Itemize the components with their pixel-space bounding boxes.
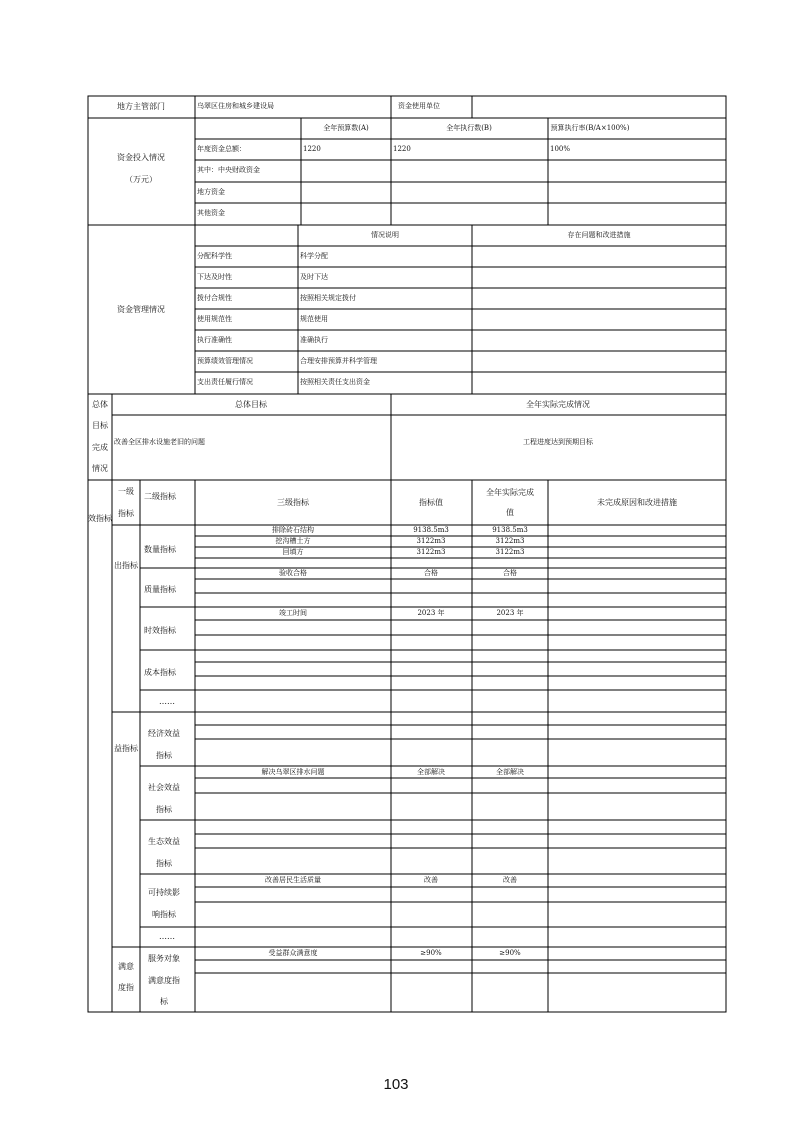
indicator-value: 3122m3: [416, 537, 446, 545]
output-indicator-label: 出指标: [114, 561, 138, 570]
goal-side-label: 总体: [92, 400, 108, 409]
social-indicator-label: 社会效益: [148, 783, 180, 792]
col-goal-header: 总体目标: [235, 400, 267, 409]
indicator-name: 挖沟槽土方: [275, 537, 311, 545]
management-row-desc: 按照相关规定拨付: [300, 294, 356, 302]
goal-side-label: 目标: [92, 421, 108, 430]
funds-row-label: 地方资金: [197, 188, 225, 196]
indicator-actual: 9138.5m3: [492, 526, 528, 534]
col-reason-header: 未完成原因和改进措施: [597, 498, 677, 507]
col-issue-header: 存在问题和改进措施: [567, 231, 631, 239]
benefit-indicator-label: 益指标: [114, 744, 138, 753]
indicators-side-label: 效指标: [88, 514, 112, 523]
indicator-actual: 改善: [503, 876, 517, 884]
col-desc-header: 情况说明: [371, 231, 399, 239]
col-level3-header: 三级指标: [277, 498, 309, 507]
management-row-label: 执行准确性: [197, 336, 232, 344]
actual-text: 工程进度达到预期目标: [523, 438, 593, 446]
unit-label: 资金使用单位: [398, 102, 440, 110]
indicator-name: 改善居民生活质量: [265, 876, 321, 884]
indicator-name: 受益群众满意度: [268, 949, 318, 957]
col-level2-header: 二级指标: [144, 492, 176, 501]
ellipsis-label: ……: [159, 932, 175, 941]
indicator-value: ≥90%: [420, 949, 442, 957]
cost-indicator-label: 成本指标: [144, 668, 176, 677]
management-row-label: 分配科学性: [197, 252, 232, 260]
funds-row-budget: 1220: [303, 145, 321, 153]
col-actual-value-header: 值: [506, 508, 514, 517]
management-row-desc: 按照相关责任支出资金: [300, 378, 370, 386]
management-row-desc: 准确执行: [300, 336, 328, 344]
sustainable-indicator-label: 响指标: [152, 910, 176, 919]
service-satisfaction-label: 满意度指: [148, 976, 180, 985]
quality-indicator-label: 质量指标: [144, 585, 176, 594]
management-row-desc: 合理安排预算并科学管理: [300, 357, 377, 365]
management-row-desc: 及时下达: [300, 273, 328, 281]
indicator-name: 验收合格: [279, 569, 307, 577]
col-level1-header: 指标: [118, 509, 134, 518]
management-row-label: 使用规范性: [197, 315, 232, 323]
col-actual-header: 全年实际完成情况: [526, 400, 590, 409]
management-row-label: 拨付合规性: [197, 294, 232, 302]
indicator-value: 3122m3: [416, 548, 446, 556]
ecological-indicator-label: 生态效益: [148, 837, 180, 846]
funds-section-label: 资金投入情况: [117, 153, 165, 162]
economic-indicator-label: 指标: [156, 751, 172, 760]
quantity-indicator-label: 数量指标: [144, 545, 176, 554]
col-budget-header: 全年预算数(A): [323, 124, 369, 132]
dept-value: 乌翠区住房和城乡建设局: [197, 102, 274, 110]
indicator-value: 9138.5m3: [413, 526, 449, 534]
goal-side-label: 情况: [92, 464, 108, 473]
indicator-actual: 2023 年: [496, 609, 524, 617]
satisfaction-indicator-label: 度指: [118, 983, 134, 992]
economic-indicator-label: 经济效益: [148, 729, 180, 738]
management-row-desc: 科学分配: [300, 252, 328, 260]
indicator-value: 全部解决: [417, 768, 445, 776]
indicator-name: 回填方: [282, 548, 304, 556]
funds-row-rate: 100%: [550, 145, 571, 153]
satisfaction-indicator-label: 满意: [118, 962, 134, 971]
col-level1-header: 一级: [118, 487, 134, 496]
indicator-actual: 3122m3: [495, 548, 525, 556]
funds-row-label: 其他资金: [197, 209, 225, 217]
management-row-desc: 规范使用: [300, 315, 328, 323]
indicator-value: 2023 年: [417, 609, 445, 617]
funds-row-exec: 1220: [393, 145, 411, 153]
col-actual-value-header: 全年实际完成: [486, 488, 534, 497]
indicator-name: 竣工时间: [279, 609, 307, 617]
timeliness-indicator-label: 时效指标: [144, 626, 176, 635]
col-rate-header: 预算执行率(B/A×100%): [550, 124, 630, 132]
col-value-header: 指标值: [419, 498, 443, 507]
management-section-label: 资金管理情况: [117, 305, 165, 314]
service-satisfaction-label: 标: [160, 997, 168, 1006]
indicator-value: 合格: [424, 569, 438, 577]
funds-unit-label: （万元）: [125, 175, 157, 184]
goal-text: 改善全区排水设施老旧的问题: [114, 438, 205, 446]
funds-row-label: 年度资金总额：: [197, 145, 246, 153]
management-row-label: 下达及时性: [197, 273, 232, 281]
indicator-actual: 合格: [503, 569, 517, 577]
ecological-indicator-label: 指标: [156, 859, 172, 868]
col-exec-header: 全年执行数(B): [446, 124, 492, 132]
indicator-name: 解决乌翠区排水问题: [261, 768, 325, 776]
service-satisfaction-label: 服务对象: [148, 954, 180, 963]
page-number: 103: [383, 1076, 409, 1093]
indicator-name: 排除砖石结构: [272, 526, 314, 534]
indicator-actual: 3122m3: [495, 537, 525, 545]
social-indicator-label: 指标: [156, 805, 172, 814]
indicator-value: 改善: [424, 876, 438, 884]
management-row-label: 支出责任履行情况: [197, 378, 253, 386]
indicator-actual: 全部解决: [496, 768, 524, 776]
management-row-label: 预算绩效管理情况: [197, 357, 253, 365]
indicator-actual: ≥90%: [499, 949, 521, 957]
funds-row-label: 其中：中央财政资金: [197, 166, 260, 174]
sustainable-indicator-label: 可持续影: [148, 888, 180, 897]
goal-side-label: 完成: [92, 443, 108, 452]
ellipsis-label: ……: [159, 697, 175, 706]
dept-label: 地方主管部门: [117, 102, 165, 111]
